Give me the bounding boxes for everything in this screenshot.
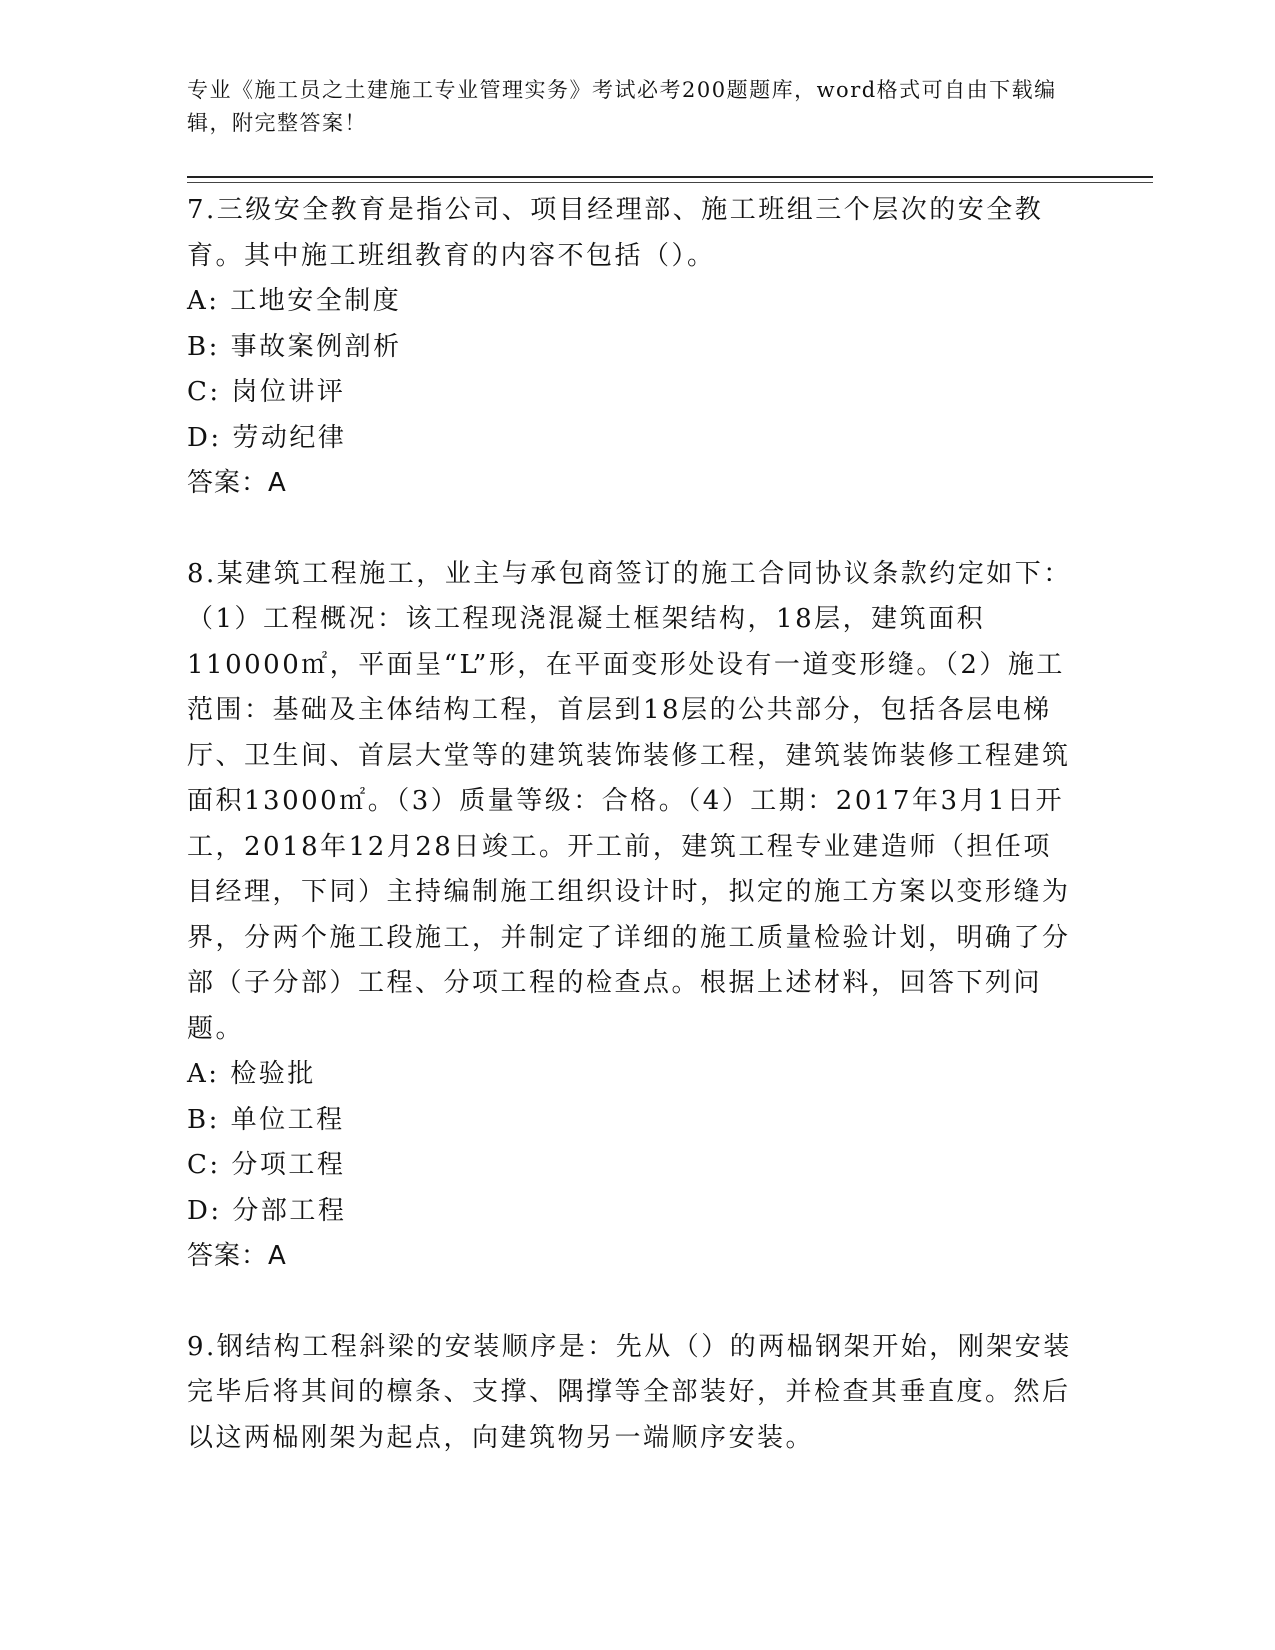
option-c: C: 分项工程 [187, 1150, 346, 1180]
question-stem: 7.三级安全教育是指公司、项目经理部、施工班组三个层次的安全教育。其中施工班组教育的内容不包括（）。 [187, 195, 1044, 271]
option-b: B: 事故案例剖析 [187, 331, 402, 362]
option-c: C: 岗位讲评 [187, 377, 346, 407]
document-header: 专业《施工员之土建施工专业管理实务》考试必考200题题库，word格式可自由下载编辑，附完整答案！ [187, 78, 1057, 135]
question-9 [187, 1325, 1077, 1462]
answer-line: 答案：A [187, 1241, 287, 1271]
question-list [187, 188, 1077, 1461]
header-divider-thin [187, 182, 1153, 183]
answer-line: 答案：A [187, 468, 287, 498]
question-8 [187, 552, 1077, 1280]
option-a: A: 工地安全制度 [187, 286, 402, 316]
option-a: A: 检验批 [187, 1059, 316, 1089]
question-spacer [187, 1280, 1077, 1325]
question-stem: 9.钢结构工程斜梁的安装顺序是：先从（）的两榀钢架开始，刚架安装完毕后将其间的檩条、支撑、隅撑等全部装好，并检查其垂直度。然后以这两榀刚架为起点，向建筑物另一端顺序安装。 [187, 1331, 1072, 1453]
question-7 [187, 188, 1077, 507]
header-divider-thick [187, 176, 1153, 178]
question-spacer [187, 507, 1077, 552]
question-stem: 8.某建筑工程施工，业主与承包商签订的施工合同协议条款约定如下：（1）工程概况：该工程现浇混凝土框架结构，18层，建筑面积110000㎡，平面呈“L”形，在平面变形处设有一道变形缝。（2）施工范围：基础及主体结构工程，首层到18层的公共部分，包括各层电梯厅、卫生间、首层大堂等的建筑装饰装修工程，建筑装饰装修工程建筑面积13000㎡。（3）质量等级：合格。（4）工期：2017年3月1日开工，2018年12月28日竣工。开工前，建筑工程专业建造师（担任项目经理，下同）主持编制施工组织设计时，拟定的施工方案以变形缝为界，分两个施工段施工，并制定了详细的施工质量检验计划，明确了分部（子分部）工程、分项工程的检查点。根据上述材料，回答下列问题。 [187, 558, 1072, 1044]
option-d: D: 分部工程 [187, 1195, 347, 1226]
option-d: D: 劳动纪律 [187, 422, 347, 453]
option-b: B: 单位工程 [187, 1104, 345, 1135]
